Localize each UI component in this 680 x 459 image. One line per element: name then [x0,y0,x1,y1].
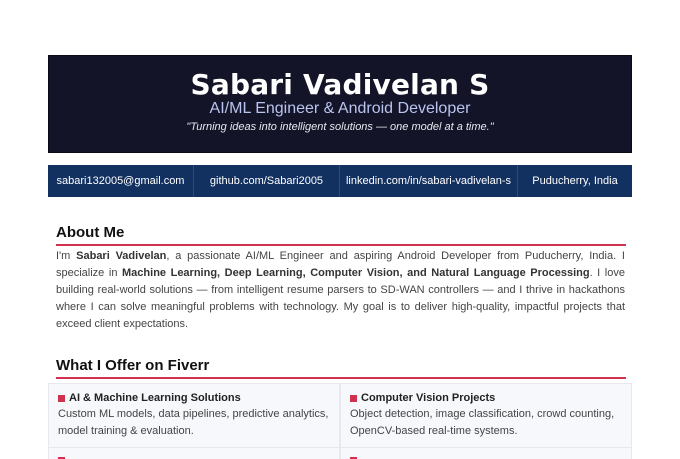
offer-card-head [350,392,622,404]
square-bullet-icon [58,395,65,402]
offer-card-description: Object detection, image classification, crowd counting, OpenCV-based real-time systems. [350,408,615,437]
contact-email[interactable]: sabari132005@gmail.com [48,165,194,197]
resume-header [48,55,632,153]
tagline: "Turning ideas into intelligent solutions — one model at a time." [186,121,494,133]
offer-grid [48,383,632,459]
contact-linkedin[interactable]: linkedin.com/in/sabari-vadivelan-s [340,165,518,197]
about-text-1: I'm [56,250,77,262]
square-bullet-icon [350,395,357,402]
contact-github[interactable]: github.com/Sabari2005 [194,165,340,197]
contact-location: Puducherry, India [532,175,618,187]
offer-card-head [58,392,330,404]
offer-card-description: Custom ML models, data pipelines, predictive analytics, model training & evaluation. [58,408,329,437]
offer-section-title: What I Offer on Fiverr [56,357,626,379]
about-text-3: . I love building real-world solutions — from intelligent resume parsers to SD-WAN controllers — and I thrive in hackathons where I can solve meaningful problems with technology. My goal is to deliver high-quality, impactful projects that exceed client expectations. [56,267,625,330]
about-name-bold: Sabari Vadivelan [76,250,167,262]
offer-card-title: Computer Vision Projects [361,392,496,404]
offer-card-partial [340,448,632,459]
person-name: Sabari Vadivelan S [190,68,490,101]
offer-card [48,384,340,448]
about-section-title: About Me [56,224,626,246]
person-role: AI/ML Engineer & Android Developer [209,100,471,117]
about-text-2: , a passionate AI/ML Engineer and aspiring Android Developer from Puducherry, India. I specialize in [56,250,625,279]
offer-card-partial [48,448,340,459]
about-skills-bold: Machine Learning, Deep Learning, Computer Vision, and Natural Language Processing [122,267,590,279]
offer-card [340,384,632,448]
offer-card-title: AI & Machine Learning Solutions [69,392,241,404]
about-paragraph [56,248,625,333]
contact-bar [48,165,632,197]
